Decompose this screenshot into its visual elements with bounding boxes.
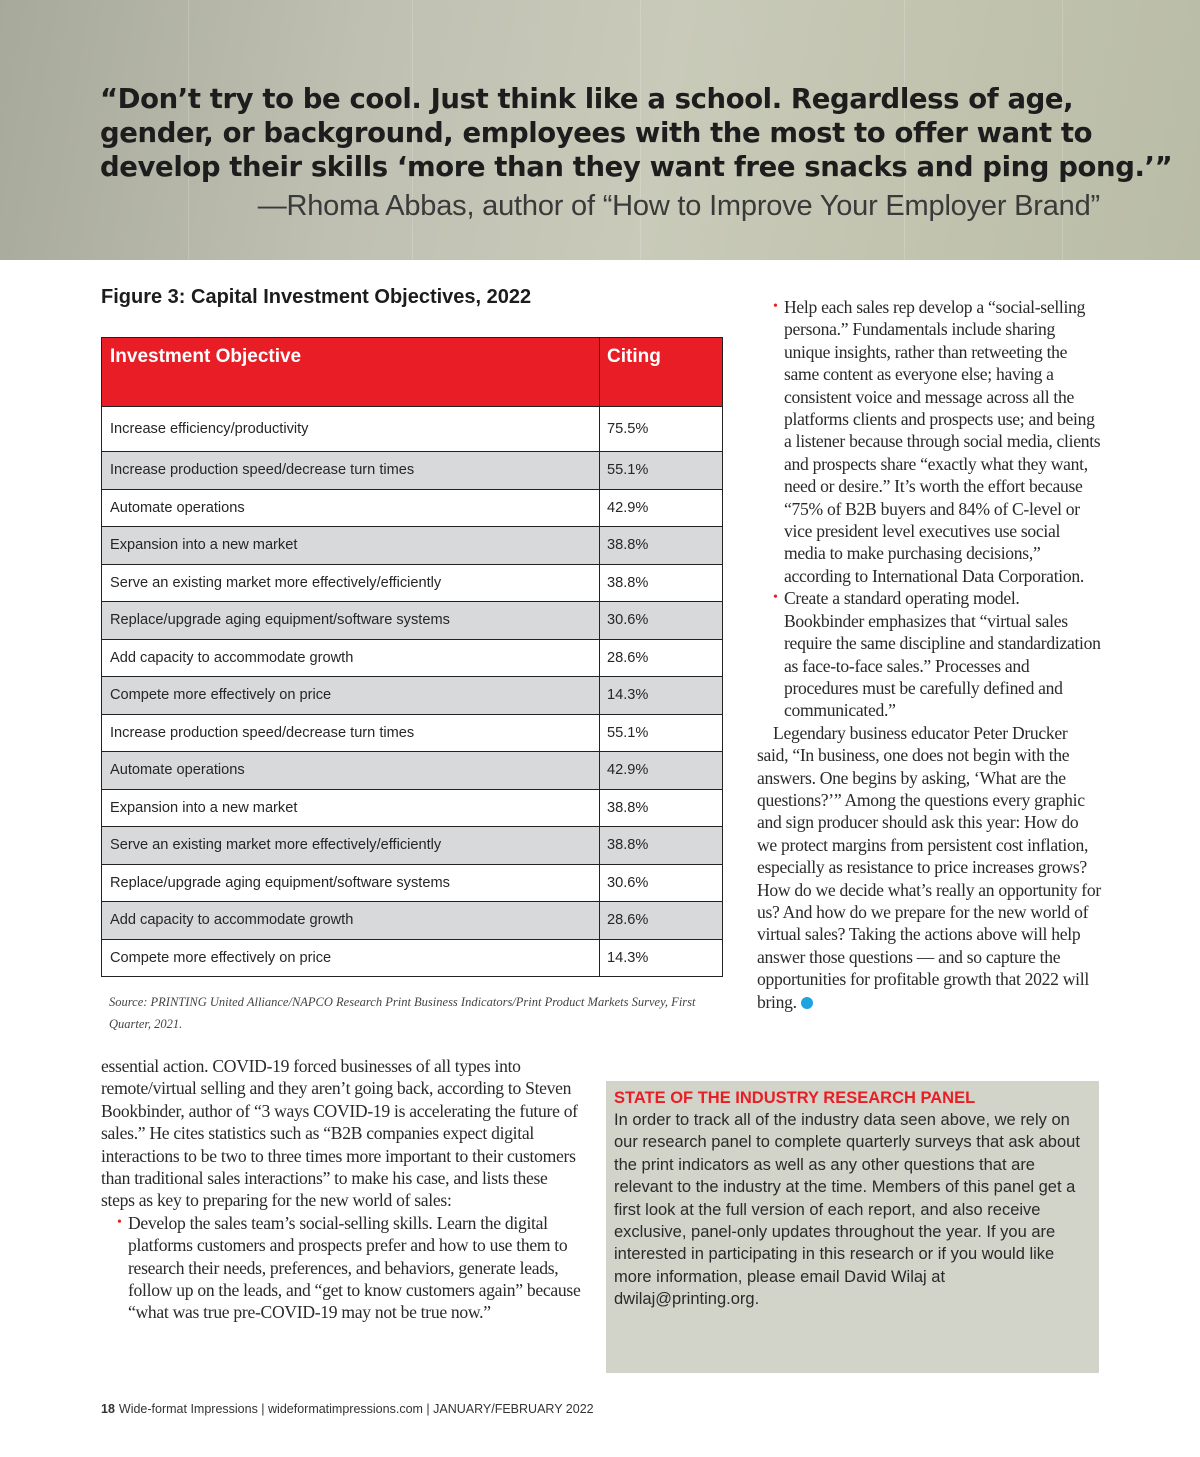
pull-quote-line: gender, or background, employees with the most to offer want to bbox=[100, 117, 1093, 149]
table-row bbox=[102, 901, 722, 939]
pull-quote-line: develop their skills ‘more than they want free snacks and ping pong.’” bbox=[100, 151, 1173, 183]
objective-cell: Serve an existing market more effectively/efficiently bbox=[102, 565, 600, 602]
table-row bbox=[102, 406, 722, 451]
end-mark-icon bbox=[801, 997, 813, 1009]
table-row bbox=[102, 601, 722, 639]
objective-cell: Serve an existing market more effectively/efficiently bbox=[102, 827, 600, 864]
citing-cell: 38.8% bbox=[607, 537, 649, 554]
bullet-item bbox=[757, 296, 1102, 587]
left-column bbox=[101, 1055, 581, 1324]
table-row bbox=[102, 639, 722, 677]
objective-cell: Compete more effectively on price bbox=[102, 940, 600, 977]
pull-quote-line: “Don’t try to be cool. Just think like a school. Regardless of age, bbox=[100, 83, 1074, 115]
objective-cell: Expansion into a new market bbox=[102, 527, 600, 564]
citing-cell: 38.8% bbox=[607, 799, 649, 816]
research-panel-box bbox=[606, 1081, 1099, 1373]
objective-cell: Replace/upgrade aging equipment/software systems bbox=[102, 865, 600, 902]
table-row bbox=[102, 864, 722, 902]
panel-title: STATE OF THE INDUSTRY RESEARCH PANEL bbox=[614, 1089, 976, 1107]
figure-title: Figure 3: Capital Investment Objectives, 2022 bbox=[101, 286, 532, 308]
page-number: 18 bbox=[101, 1402, 115, 1416]
bullet-dot-icon: • bbox=[773, 590, 778, 606]
bullet-text: Create a standard operating model. Bookbinder emphasizes that “virtual sales require the same discipline and standardization as face-to-face sales.” Processes and procedures must be carefully defined and communicated.” bbox=[784, 588, 1101, 721]
pull-quote bbox=[100, 82, 1173, 184]
figure-source: Source: PRINTING United Alliance/NAPCO Research Print Business Indicators/Print Product Markets Survey, First Quarter, 2021. bbox=[109, 995, 696, 1031]
table-row bbox=[102, 564, 722, 602]
objective-cell: Increase production speed/decrease turn times bbox=[102, 715, 600, 752]
citing-cell: 14.3% bbox=[607, 949, 649, 966]
table-row bbox=[102, 751, 722, 789]
closing-paragraph-text: Legendary business educator Peter Drucker said, “In business, one does not begin with the answers. One begins by asking, ‘What are the questions?’” Among the questions every graphic and sign producer should ask this year: How do we protect margins from persistent cost inflation, especially as resistance to price increases grows? How do we decide what’s really an opportunity for us? And how do we prepare for the new world of virtual sales? Taking the actions above will help answer those questions — and so capture the opportunities for profitable growth that 2022 will bring. bbox=[757, 722, 1101, 1012]
citing-cell: 30.6% bbox=[607, 874, 649, 891]
bullet-text: Help each sales rep develop a “social-selling persona.” Fundamentals include sharing unique insights, rather than retweeting the same content as everyone else; having a consistent voice and message across all the platforms clients and prospects use; and being a listener because through social media, clients and prospects share “exactly what they want, need or desire.” It’s worth the effort because “75% of B2B buyers and 84% of C-level or vice president level executives use social media to make purchasing decisions,” according to International Data Corporation. bbox=[784, 297, 1101, 586]
investment-objectives-table bbox=[101, 337, 723, 977]
table-row bbox=[102, 676, 722, 714]
bullet-item bbox=[101, 1212, 581, 1324]
table-row bbox=[102, 489, 722, 527]
table-row bbox=[102, 939, 722, 977]
citing-cell: 55.1% bbox=[607, 462, 649, 479]
body-paragraph: essential action. COVID-19 forced businesses of all types into remote/virtual selling and they aren’t going back, according to Steven Bookbinder, author of “3 ways COVID-19 is accelerating the future of sales.” He cites statistics such as “B2B companies expect digital interactions to be two to three times more important to their customers than traditional sales interactions” to make his case, and lists these steps as key to preparing for the new world of sales: bbox=[101, 1056, 578, 1211]
citing-cell: 42.9% bbox=[607, 499, 649, 516]
objective-cell: Increase efficiency/productivity bbox=[102, 407, 600, 451]
objective-cell: Automate operations bbox=[102, 752, 600, 789]
table-row bbox=[102, 451, 722, 489]
quote-attribution: —Rhoma Abbas, author of “How to Improve Your Employer Brand” bbox=[257, 190, 1100, 222]
citing-cell: 30.6% bbox=[607, 612, 649, 629]
citing-cell: 42.9% bbox=[607, 762, 649, 779]
table-header bbox=[102, 338, 722, 406]
bullet-dot-icon: • bbox=[773, 299, 778, 314]
objective-cell: Compete more effectively on price bbox=[102, 677, 600, 714]
table-row bbox=[102, 826, 722, 864]
right-column bbox=[757, 296, 1102, 1013]
page-footer bbox=[101, 1402, 594, 1416]
objective-cell: Increase production speed/decrease turn times bbox=[102, 452, 600, 489]
objective-cell: Add capacity to accommodate growth bbox=[102, 640, 600, 677]
citing-cell: 28.6% bbox=[607, 912, 649, 929]
citing-cell: 14.3% bbox=[607, 687, 649, 704]
bullet-dot-icon: • bbox=[117, 1214, 122, 1230]
citing-cell: 28.6% bbox=[607, 649, 649, 666]
citing-cell: 38.8% bbox=[607, 837, 649, 854]
table-row bbox=[102, 526, 722, 564]
objective-cell: Automate operations bbox=[102, 490, 600, 527]
objective-cell: Add capacity to accommodate growth bbox=[102, 902, 600, 939]
bullet-item bbox=[757, 587, 1102, 721]
header-citing: Citing bbox=[607, 346, 661, 367]
bullet-text: Develop the sales team’s social-selling skills. Learn the digital platforms customers and prospects prefer and how to use them to research their needs, preferences, and behaviors, generate leads, follow up on the leads, and “get to know customers again” because “what was true pre-COVID-19 may not be true now.” bbox=[128, 1212, 581, 1323]
footer-text: Wide-format Impressions | wideformatimpressions.com | JANUARY/FEBRUARY 2022 bbox=[118, 1402, 594, 1416]
table-row bbox=[102, 714, 722, 752]
objective-cell: Expansion into a new market bbox=[102, 790, 600, 827]
body-paragraph bbox=[757, 722, 1102, 1013]
citing-cell: 38.8% bbox=[607, 574, 649, 591]
header-objective: Investment Objective bbox=[102, 338, 600, 406]
panel-body: In order to track all of the industry data seen above, we rely on our research panel to complete quarterly surveys that ask about the print indicators as well as any other questions that are relevant to the industry at the time. Members of this panel get a first look at the full version of each report, and also receive exclusive, panel-only updates throughout the year. If you are interested in participating in this research or if you would like more information, please email David Wilaj at dwilaj@printing.org. bbox=[614, 1111, 1080, 1309]
hero-quote-banner bbox=[0, 0, 1200, 260]
table-row bbox=[102, 789, 722, 827]
citing-cell: 55.1% bbox=[607, 724, 649, 741]
objective-cell: Replace/upgrade aging equipment/software systems bbox=[102, 602, 600, 639]
citing-cell: 75.5% bbox=[607, 421, 649, 437]
